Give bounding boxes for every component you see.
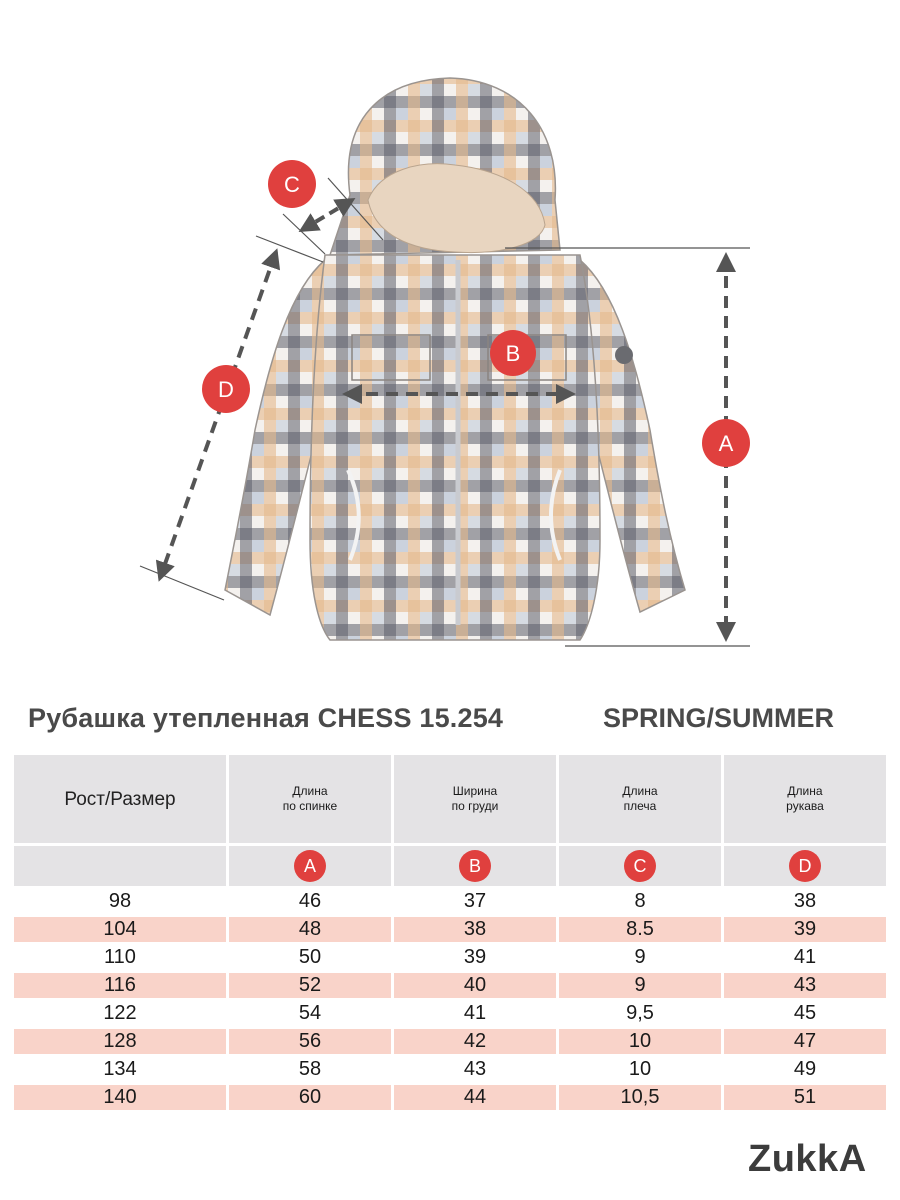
marker-d-label: D [218, 377, 234, 402]
table-cell: 44 [394, 1085, 556, 1110]
table-row [14, 1057, 886, 1082]
sleeve-badge [615, 346, 633, 364]
measurement-d-guide-top [256, 236, 323, 262]
header-back-length-line2: по спинке [282, 799, 338, 813]
table-cell: 37 [394, 889, 556, 914]
letter-badge-c: C [624, 850, 656, 882]
table-cell: 39 [724, 917, 886, 942]
table-cell: 9 [559, 973, 721, 998]
table-cell: 42 [394, 1029, 556, 1054]
size-table [11, 752, 889, 1113]
table-cell: 9 [559, 945, 721, 970]
letter-cell-b [394, 846, 556, 886]
table-cell: 10 [559, 1057, 721, 1082]
table-row [14, 973, 886, 998]
header-shoulder-length-line1: Длина [622, 784, 658, 798]
table-cell: 47 [724, 1029, 886, 1054]
letter-cell-d [724, 846, 886, 886]
table-cell: 128 [14, 1029, 226, 1054]
table-cell: 134 [14, 1057, 226, 1082]
table-cell: 43 [724, 973, 886, 998]
table-cell: 10,5 [559, 1085, 721, 1110]
header-sleeve-length [724, 755, 886, 843]
marker-c-label: C [284, 172, 300, 197]
table-cell: 38 [394, 917, 556, 942]
title-row [0, 703, 900, 743]
table-cell: 8.5 [559, 917, 721, 942]
size-table-letter-row [14, 846, 886, 886]
size-table-header [14, 755, 886, 843]
header-back-length-line1: Длина [292, 784, 328, 798]
table-cell: 40 [394, 973, 556, 998]
table-cell: 60 [229, 1085, 391, 1110]
brand-logo: ZukkA [748, 1138, 867, 1180]
table-cell: 140 [14, 1085, 226, 1110]
left-chest-pocket [352, 335, 430, 380]
table-cell: 39 [394, 945, 556, 970]
table-cell: 45 [724, 1001, 886, 1026]
header-chest-width [394, 755, 556, 843]
table-cell: 56 [229, 1029, 391, 1054]
table-cell: 43 [394, 1057, 556, 1082]
season-label: SPRING/SUMMER [603, 703, 835, 733]
table-row [14, 1029, 886, 1054]
table-row [14, 1085, 886, 1110]
table-cell: 54 [229, 1001, 391, 1026]
table-cell: 51 [724, 1085, 886, 1110]
letter-badge-b: B [459, 850, 491, 882]
letter-cell-c [559, 846, 721, 886]
table-row [14, 889, 886, 914]
table-cell: 122 [14, 1001, 226, 1026]
header-back-length [229, 755, 391, 843]
measurement-d-guide-bottom [140, 566, 224, 600]
table-cell: 41 [724, 945, 886, 970]
letter-cell-empty [14, 846, 226, 886]
table-cell: 52 [229, 973, 391, 998]
header-shoulder-length-line2: плеча [623, 799, 657, 813]
table-cell: 48 [229, 917, 391, 942]
table-row [14, 945, 886, 970]
table-cell: 110 [14, 945, 226, 970]
table-cell: 41 [394, 1001, 556, 1026]
header-height-size: Рост/Размер [14, 755, 226, 843]
letter-badge-d: D [789, 850, 821, 882]
marker-b-label: B [505, 341, 521, 366]
table-cell: 8 [559, 889, 721, 914]
table-cell: 10 [559, 1029, 721, 1054]
product-title: Рубашка утепленная CHESS 15.254 [28, 703, 504, 733]
jacket-torso [310, 255, 600, 640]
table-cell: 104 [14, 917, 226, 942]
header-sleeve-length-line2: рукава [786, 799, 824, 813]
table-row [14, 1001, 886, 1026]
header-chest-width-line2: по груди [451, 799, 499, 813]
table-cell: 38 [724, 889, 886, 914]
header-sleeve-length-line1: Длина [787, 784, 823, 798]
header-chest-width-line1: Ширина [452, 784, 498, 798]
table-cell: 98 [14, 889, 226, 914]
table-cell: 50 [229, 945, 391, 970]
marker-a-label: A [718, 431, 734, 456]
letter-badge-a: A [294, 850, 326, 882]
table-cell: 9,5 [559, 1001, 721, 1026]
header-shoulder-length [559, 755, 721, 843]
table-cell: 46 [229, 889, 391, 914]
letter-cell-a [229, 846, 391, 886]
table-cell: 49 [724, 1057, 886, 1082]
table-row [14, 917, 886, 942]
table-cell: 116 [14, 973, 226, 998]
table-cell: 58 [229, 1057, 391, 1082]
